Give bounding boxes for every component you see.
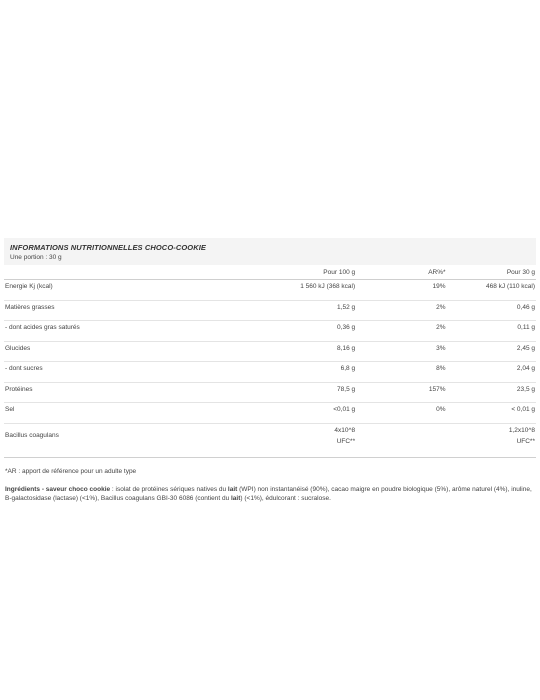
row-per100: 0,36 g	[206, 321, 355, 342]
nutrition-table	[4, 265, 536, 458]
row-per30: 468 kJ (110 kcal)	[446, 280, 536, 301]
ingredients-heading: Ingrédients - saveur choco cookie	[5, 485, 111, 493]
table-row-bacillus	[4, 423, 536, 457]
row-label: - dont sucres	[4, 362, 206, 383]
row-per30: 0,46 g	[446, 300, 536, 321]
bacillus-label: Bacillus coagulans	[4, 423, 206, 457]
ingredients-text	[4, 485, 536, 503]
row-ar: 0%	[355, 403, 445, 424]
row-ar: 3%	[355, 341, 445, 362]
table-row	[4, 321, 536, 342]
table-row	[4, 300, 536, 321]
ingredients-part-1: : isolat de protéines sériques natives du	[110, 485, 228, 493]
nutrition-panel	[4, 238, 536, 503]
row-per100: 1 560 kJ (368 kcal)	[206, 280, 355, 301]
nutrition-header	[4, 238, 536, 265]
portion-size: Une portion : 30 g	[10, 254, 62, 261]
table-row	[4, 403, 536, 424]
row-per100: 1,52 g	[206, 300, 355, 321]
row-per100: <0,01 g	[206, 403, 355, 424]
row-per30: 0,11 g	[446, 321, 536, 342]
bacillus-per30-value: 1,2x10^8	[508, 426, 535, 434]
row-per100: 6,8 g	[206, 362, 355, 383]
row-label: Sel	[4, 403, 206, 424]
row-per30: 2,45 g	[446, 341, 536, 362]
bacillus-per100	[206, 423, 355, 457]
row-per100: 78,5 g	[206, 382, 355, 403]
row-per100: 8,16 g	[206, 341, 355, 362]
bacillus-per100-unit: UFC**	[336, 437, 356, 445]
ingredients-part-3: ) (<1%), édulcorant : sucralose.	[240, 494, 331, 502]
bacillus-ar	[355, 423, 445, 457]
table-row	[4, 382, 536, 403]
header-label	[4, 265, 206, 280]
row-ar: 2%	[355, 300, 445, 321]
row-ar: 157%	[355, 382, 445, 403]
row-per30: 2,04 g	[446, 362, 536, 383]
row-ar: 2%	[355, 321, 445, 342]
row-label: Energie Kj (kcal)	[4, 280, 206, 301]
header-per30: Pour 30 g	[446, 265, 536, 280]
header-per100: Pour 100 g	[206, 265, 355, 280]
reference-note: *AR : apport de référence pour un adulte type	[5, 467, 137, 475]
bacillus-per30	[446, 423, 536, 457]
row-label: Protéines	[4, 382, 206, 403]
allergen-milk-2: lait	[231, 494, 241, 502]
nutrition-title: INFORMATIONS NUTRITIONNELLES CHOCO-COOKIE	[10, 243, 207, 252]
row-label: Matières grasses	[4, 300, 206, 321]
table-row	[4, 280, 536, 301]
row-per30: < 0,01 g	[446, 403, 536, 424]
table-row	[4, 341, 536, 362]
header-ar: AR%*	[355, 265, 445, 280]
table-header-row	[4, 265, 536, 280]
bacillus-per100-value: 4x10^8	[334, 426, 356, 434]
row-ar: 19%	[355, 280, 445, 301]
row-per30: 23,5 g	[446, 382, 536, 403]
row-label: Glucides	[4, 341, 206, 362]
allergen-milk-1: lait	[227, 485, 238, 493]
row-ar: 8%	[355, 362, 445, 383]
row-label: - dont acides gras saturés	[4, 321, 206, 342]
bacillus-per30-unit: UFC**	[516, 437, 535, 445]
ingredients-part-2: (WPI) non instantanéisé (90%), cacao maigre en poudre biologique (5%), arôme naturel (4%), inuline, B-galactosidase (lactase) (<1%), Bacillus coagulans GBI-30 6086 (contient du	[5, 485, 532, 502]
table-row	[4, 362, 536, 383]
